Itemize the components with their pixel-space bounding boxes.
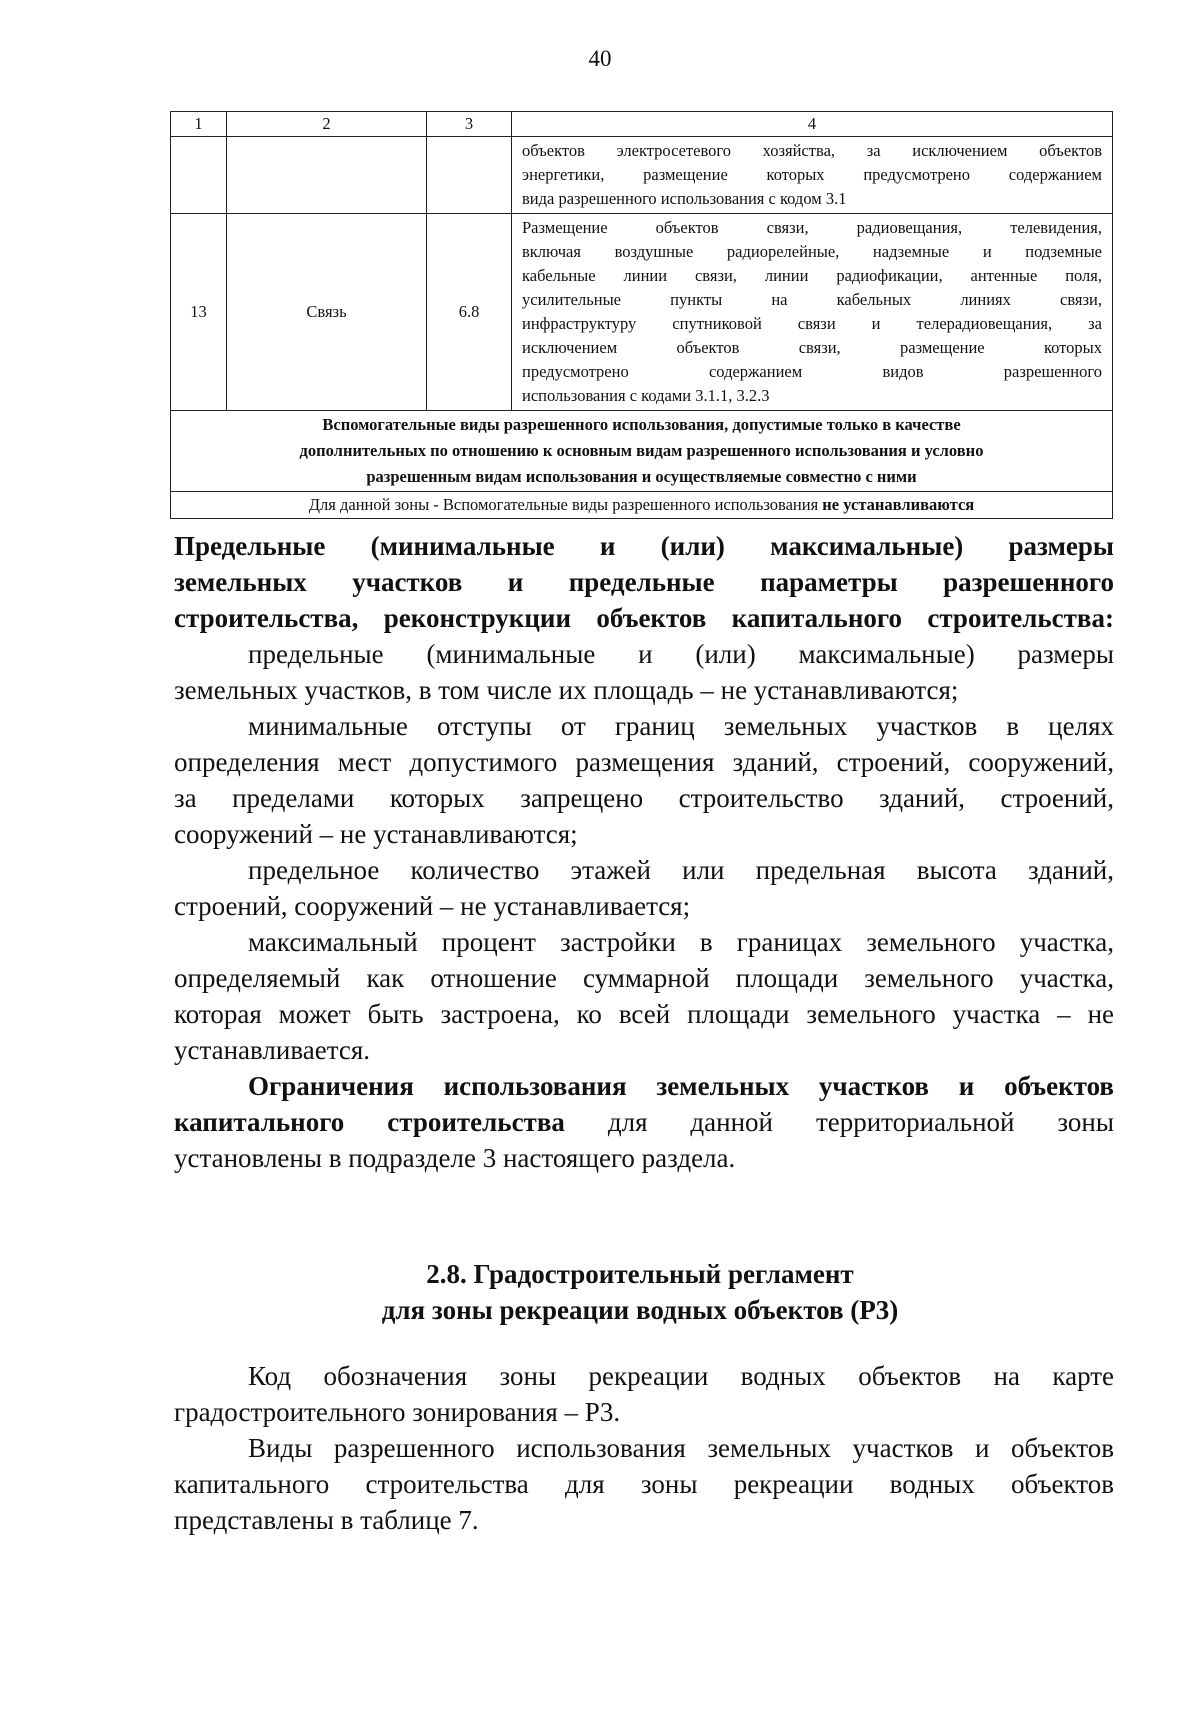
section-title-line: 2.8. Градостроительный регламент [426, 1259, 854, 1289]
limits-heading-line: земельных участков и предельные параметры разрешенного [174, 567, 1114, 597]
limits-paragraph-line: предельное количество этажей или предельная высота зданий, [248, 855, 1114, 885]
limits-heading-line: Предельные (минимальные и (или) максимальные) размеры [174, 531, 1114, 561]
use-code-cell: 6.8 [427, 214, 512, 411]
description-line: инфраструктуру спутниковой связи и телерадиовещания, за [522, 314, 1102, 333]
limits-paragraph-line: максимальный процент застройки в границах земельного участка, [248, 927, 1114, 957]
header-cell: 1 [171, 112, 227, 137]
section-paragraph-line: Виды разрешенного использования земельных участков и объектов [248, 1433, 1114, 1463]
aux-heading-line: дополнительных по отношению к основным видам разрешенного использования и условно [299, 441, 984, 460]
section-title-line: для зоны рекреации водных объектов (Р3) [381, 1295, 899, 1325]
description-line: предусмотрено содержанием видов разрешенного [522, 362, 1102, 381]
aux-heading-cell [171, 411, 1113, 492]
restrictions-line: Ограничения использования земельных участков и объектов [248, 1071, 1114, 1101]
header-cell: 2 [227, 112, 427, 137]
aux-note-prefix: Для данной зоны - Вспомогательные виды разрешенного использования [308, 495, 819, 514]
limits-paragraph-line: устанавливается. [174, 1035, 370, 1065]
limits-heading-line: строительства, реконструкции объектов капитального строительства: [174, 603, 1114, 633]
land-use-table [170, 111, 1113, 519]
description-line: исключением объектов связи, размещение которых [522, 338, 1102, 357]
limits-paragraph-line: земельных участков, в том числе их площадь – не устанавливаются; [174, 675, 959, 705]
aux-note-cell [171, 492, 1113, 519]
aux-heading-row [171, 411, 1113, 492]
description-line: Размещение объектов связи, радиовещания, телевидения, [522, 218, 1102, 237]
table-row-13 [171, 214, 1113, 411]
section-body [174, 1358, 1114, 1538]
limits-section [174, 528, 1114, 1176]
section-paragraph-line: Код обозначения зоны рекреации водных объектов на карте [248, 1361, 1114, 1391]
description-line: использования с кодами 3.1.1, 3.2.3 [522, 386, 770, 405]
restrictions-bold: капитального строительства [174, 1107, 565, 1137]
description-line: кабельные линии связи, линии радиофикации, антенные поля, [522, 266, 1102, 285]
aux-heading-line: разрешенным видам использования и осуществляемые совместно с ними [366, 467, 917, 486]
table-cell-empty [427, 137, 512, 214]
use-name-cell: Связь [227, 214, 427, 411]
table-header-row [171, 112, 1113, 137]
restrictions-line: установлены в подразделе 3 настоящего раздела. [174, 1143, 736, 1173]
restrictions-line [174, 1104, 1114, 1140]
section-paragraph-line: представлены в таблице 7. [174, 1505, 479, 1535]
limits-paragraph-line: за пределами которых запрещено строительство зданий, строений, [174, 783, 1114, 813]
description-line: объектов электросетевого хозяйства, за исключением объектов [522, 141, 1102, 160]
table-cell-empty [227, 137, 427, 214]
section-title [170, 1256, 1110, 1328]
limits-paragraph-line: определения мест допустимого размещения зданий, строений, сооружений, [174, 747, 1114, 777]
description-line: включая воздушные радиорелейные, надземные и подземные [522, 242, 1102, 261]
description-line: усилительные пункты на кабельных линиях связи, [522, 290, 1102, 309]
description-cell [512, 137, 1113, 214]
row-number-cell: 13 [171, 214, 227, 411]
section-paragraph-line: градостроительного зонирования – Р3. [174, 1397, 621, 1427]
limits-paragraph-line: которая может быть застроена, ко всей площади земельного участка – не [174, 999, 1114, 1029]
header-cell: 3 [427, 112, 512, 137]
header-cell: 4 [512, 112, 1113, 137]
aux-note-row [171, 492, 1113, 519]
table-row-continuation [171, 137, 1113, 214]
section-paragraph-line: капитального строительства для зоны рекреации водных объектов [174, 1469, 1114, 1499]
aux-note-bold: не устанавливаются [822, 495, 975, 514]
limits-paragraph-line: определяемый как отношение суммарной площади земельного участка, [174, 963, 1114, 993]
limits-paragraph-line: строений, сооружений – не устанавливается; [174, 891, 691, 921]
page-number: 40 [588, 46, 612, 71]
restrictions-rest: для данной территориальной зоны [607, 1107, 1115, 1137]
description-line: вида разрешенного использования с кодом 3.1 [522, 189, 847, 208]
aux-heading-line: Вспомогательные виды разрешенного использования, допустимые только в качестве [322, 415, 961, 434]
limits-paragraph-line: предельные (минимальные и (или) максимальные) размеры [248, 639, 1114, 669]
description-cell [512, 214, 1113, 411]
description-line: энергетики, размещение которых предусмотрено содержанием [522, 165, 1102, 184]
table-cell-empty [171, 137, 227, 214]
limits-paragraph-line: минимальные отступы от границ земельных участков в целях [248, 711, 1114, 741]
limits-paragraph-line: сооружений – не устанавливаются; [174, 819, 578, 849]
